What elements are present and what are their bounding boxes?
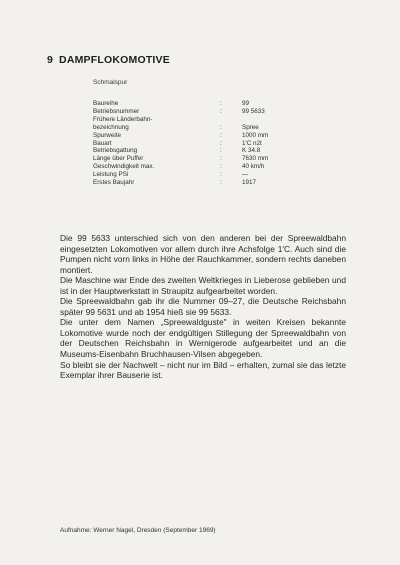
spec-value (242, 116, 333, 124)
paragraph: Die Spreewaldbahn gab ihr die Nummer 09–27, die Deutsche Reichsbahn später 99 5631 und ab 1954 hieß sie 99 5633. (60, 296, 346, 317)
spec-label: Betriebsnummer (93, 107, 140, 115)
spec-separator: : (220, 123, 222, 131)
spec-separator: : (220, 100, 222, 107)
title-text: DAMPFLOKOMOTIVE (59, 54, 170, 66)
spec-label: Frühere Länderbahn- (93, 115, 153, 123)
spec-value: 1000 mm (242, 131, 269, 139)
spec-row (93, 163, 333, 171)
paragraph: Die unter dem Namen „Spreewaldguste" in weiten Kreisen bekannte Lokomotive wurde noch der endgültigen Stillegung der Spreewaldbahn von der Deutschen Reichsbahn in Wernigerode aufgearbeitet und an die Museums-Eisenbahn Bruchhausen-Vilsen abgegeben. (60, 317, 346, 360)
spec-value: — (242, 171, 249, 179)
spec-separator: : (220, 171, 222, 179)
paragraph: So bleibt sie der Nachwelt – nicht nur im Bild – erhalten, zumal sie das letzte Exemplar ihrer Bauserie ist. (60, 359, 346, 381)
spec-separator: : (220, 163, 222, 171)
spec-row (93, 108, 333, 116)
spec-row (93, 147, 333, 155)
spec-value: 1'C n2t (242, 139, 262, 147)
spec-separator (220, 116, 242, 124)
spec-label: Betriebsgattung (93, 147, 138, 155)
photo-credit: Aufnahme: Werner Nagel, Dresden (September 1969) (60, 527, 216, 534)
spec-separator: : (220, 131, 222, 139)
spec-label: Leistung PSi (93, 171, 129, 179)
spec-value: 7630 mm (242, 155, 269, 163)
spec-row (93, 171, 333, 179)
spec-label: Erstes Baujahr (93, 179, 135, 187)
subtitle: Schmalspur (93, 79, 128, 86)
spec-value: K 34.8 (242, 147, 261, 155)
spec-separator: : (220, 147, 222, 155)
spec-separator: : (220, 107, 222, 115)
spec-row (93, 100, 333, 108)
page-title (47, 54, 170, 66)
spec-value: 1917 (242, 179, 257, 187)
spec-label: Bauart (93, 139, 112, 147)
item-number: 9 (47, 54, 54, 66)
spec-label: Geschwindigkeit max. (93, 163, 155, 171)
paragraph: Die 99 5633 unterschied sich von den anderen bei der Spreewaldbahn eingesetzten Lokomotiven vor allem durch ihre Achsfolge 1'C. Auch sind die Pumpen nicht vorn links in Höhe der Rauchkammer, sondern rechts daneben montiert. (60, 233, 346, 275)
spec-row (93, 124, 333, 132)
body-text (60, 233, 346, 381)
spec-label: Baureihe (93, 100, 119, 107)
paragraph: Die Maschine war Ende des zweiten Weltkrieges in Lieberose geblieben und ist in der Hauptwerkstatt in Straupitz aufgearbeitet worden. (60, 275, 346, 296)
spec-separator: : (220, 179, 222, 187)
spec-separator: : (220, 155, 222, 163)
spec-value: 99 5633 (242, 107, 265, 115)
spec-row (93, 155, 333, 163)
spec-value: Spree (242, 123, 259, 131)
spec-separator: : (220, 139, 222, 147)
spec-row (93, 116, 333, 124)
spec-row (93, 179, 333, 187)
spec-value: 40 km/h (242, 163, 265, 171)
spec-row (93, 140, 333, 148)
spec-label: bezeichnung (93, 123, 129, 131)
spec-value: 99 (242, 100, 250, 107)
spec-row (93, 132, 333, 140)
spec-table (93, 100, 333, 187)
spec-label: Spurweite (93, 131, 122, 139)
spec-label: Länge über Puffer (93, 155, 144, 163)
